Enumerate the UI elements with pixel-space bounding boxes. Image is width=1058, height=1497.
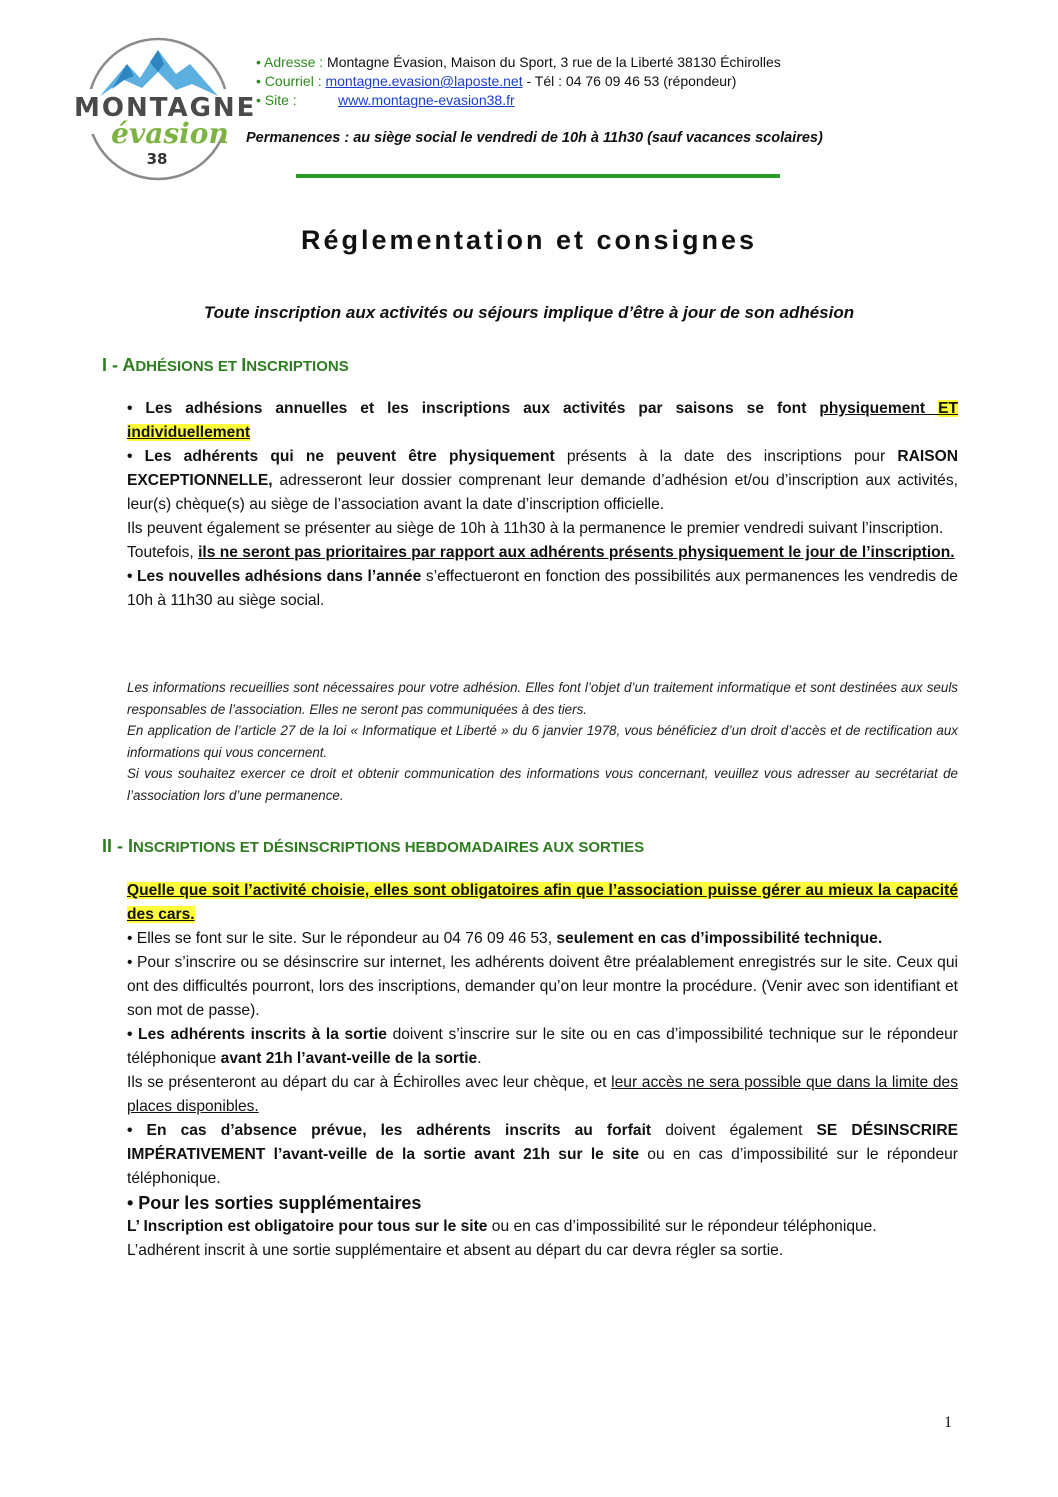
notice-paragraph: En application de l’article 27 de la loi « Informatique et Liberté » du 6 janvier 1978, vous bénéficiez d’un droit d’accès et de rectification aux informations qui vous concernent.: [127, 723, 958, 760]
address-value: Montagne Évasion, Maison du Sport, 3 rue de la Liberté 38130 Échirolles: [323, 54, 781, 70]
paragraph: • Les adhésions annuelles et les inscriptions aux activités par saisons se font physiquement ET individuellement: [127, 400, 958, 441]
paragraph: • Les nouvelles adhésions dans l’année s’effectueront en fonction des possibilités aux permanences les vendredis de 10h à 11h30 au siège social.: [127, 568, 958, 609]
page-title: Réglementation et consignes: [300, 225, 758, 255]
email-link[interactable]: montagne.evasion@laposte.net: [325, 73, 523, 89]
paragraph: • Elles se font sur le site. Sur le répondeur au 04 76 09 46 53, seulement en cas d’impossibilité technique.: [127, 930, 883, 947]
paragraph: Toutefois, ils ne seront pas prioritaires par rapport aux adhérents présents physiquement le jour de l’inscription.: [127, 544, 955, 561]
email-row: [256, 72, 781, 91]
section-2-heading: II - INSCRIPTIONS ET DÉSINSCRIPTIONS HEBDOMADAIRES AUX SORTIES: [102, 836, 645, 856]
site-row: [256, 91, 781, 110]
paragraph: L’adhérent inscrit à une sortie supplémentaire et absent au départ du car devra régler sa sortie.: [127, 1242, 784, 1259]
section-2-body: [127, 879, 958, 1263]
page-subtitle: Toute inscription aux activités ou séjours implique d’être à jour de son adhésion: [203, 303, 855, 322]
page-number: 1: [944, 1414, 952, 1431]
privacy-notice: [127, 677, 958, 806]
section-1-heading: I - ADHÉSIONS ET INSCRIPTIONS: [102, 355, 349, 375]
site-link[interactable]: www.montagne-evasion38.fr: [338, 92, 515, 108]
email-label: • Courriel :: [256, 73, 322, 89]
paragraph: L’ Inscription est obligatoire pour tous sur le site ou en cas d’impossibilité sur le répondeur téléphonique.: [127, 1218, 877, 1235]
paragraph: Quelle que soit l’activité choisie, elles sont obligatoires afin que l’association puisse gérer au mieux la capacité des cars.: [127, 882, 958, 923]
contact-info: [256, 53, 781, 110]
address-row: [256, 53, 781, 72]
section-1-body: [127, 397, 958, 613]
permanences-note: Permanences : au siège social le vendredi de 10h à 11h30 (sauf vacances scolaires): [246, 130, 823, 146]
subheading: • Pour les sorties supplémentaires: [127, 1193, 422, 1213]
paragraph: • En cas d’absence prévue, les adhérents inscrits au forfait doivent également SE DÉSINSCRIRE IMPÉRATIVEMENT l’avant-veille de la sortie avant 21h sur le site ou en cas d’impossibilité sur le répondeur téléphonique.: [127, 1122, 959, 1187]
paragraph: • Pour s’inscrire ou se désinscrire sur internet, les adhérents doivent être préalablement enregistrés sur le site. Ceux qui ont des difficultés pourront, lors des inscriptions, demander qu’on leur montre la procédure. (Venir avec son identifiant et son mot de passe).: [127, 954, 958, 1019]
site-label: • Site :: [256, 92, 297, 108]
notice-paragraph: Les informations recueillies sont nécessaires pour votre adhésion. Elles font l’objet d’un traitement informatique et sont destinées aux seuls responsables de l’association. Elles ne seront pas communiquées à des tiers.: [127, 680, 958, 717]
paragraph: • Les adhérents inscrits à la sortie doivent s’inscrire sur le site ou en cas d’impossibilité technique sur le répondeur téléphonique avant 21h l’avant-veille de la sortie.: [127, 1026, 958, 1067]
logo-wordmark-38: 38: [146, 150, 168, 168]
paragraph: • Les adhérents qui ne peuvent être physiquement présents à la date des inscriptions pour RAISON EXCEPTIONNELLE, adresseront leur dossier comprenant leur demande d’adhésion et/ou d’inscription aux activités, leur(s) chèque(s) au siège de l’association avant la date d’inscription officielle.: [127, 448, 958, 513]
address-label: • Adresse :: [256, 54, 324, 70]
header-divider: [296, 174, 780, 178]
notice-paragraph: Si vous souhaitez exercer ce droit et obtenir communication des informations vous concernant, veuillez vous adresser au secrétariat de l’association lors d’une permanence.: [127, 766, 958, 803]
phone-text: - Tél : 04 76 09 46 53 (répondeur): [522, 73, 737, 89]
logo-wordmark-montagne: MONTAGNE: [74, 93, 257, 123]
paragraph: Ils se présenteront au départ du car à Échirolles avec leur chèque, et leur accès ne sera possible que dans la limite des places disponibles.: [127, 1074, 959, 1115]
paragraph: Ils peuvent également se présenter au siège de 10h à 11h30 à la permanence le premier vendredi suivant l’inscription.: [127, 520, 944, 537]
logo-wordmark-evasion: évasion: [111, 117, 229, 150]
